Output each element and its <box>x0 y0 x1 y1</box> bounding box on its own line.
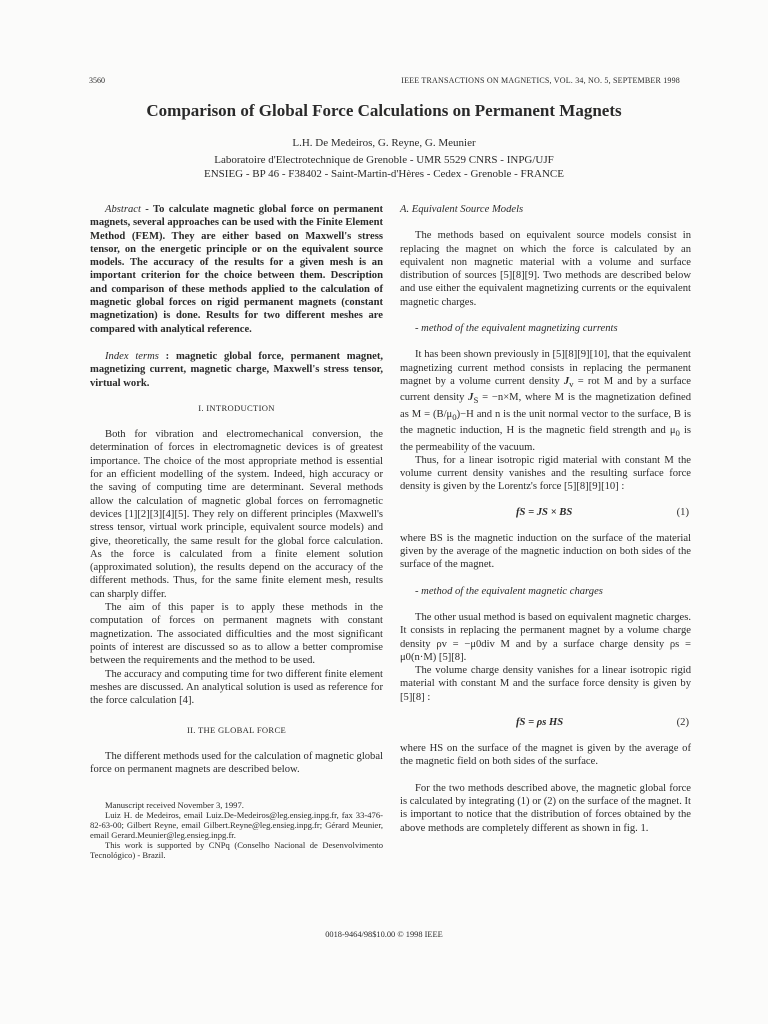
subscript: 0 <box>675 428 680 439</box>
text-run: )−H and n is the unit normal vector to the surface, B is the magnetic induction, H is the magnetic field strength and μ <box>400 408 691 437</box>
volume-charge-paragraph: The volume charge density vanishes for a linear isotropic rigid material with constant M and the surface force density is given by [5][8] : <box>400 665 691 703</box>
affiliation-line: Laboratoire d'Electrotechnique de Grenoble - UMR 5529 CNRS - INPG/UJF <box>214 154 554 166</box>
subscript: 0 <box>452 411 457 422</box>
index-terms-text: : magnetic global force, permanent magnet, magnetizing current, magnetic charge, Maxwell's stress tensor, virtual work. <box>90 350 383 389</box>
author-list: L.H. De Medeiros, G. Reyne, G. Meunier <box>292 137 476 149</box>
text-run: = rot M and by a surface current density <box>400 375 692 404</box>
subscript: v <box>569 379 574 390</box>
copyright-footer: 0018-9464/98$10.00 © 1998 IEEE <box>325 930 443 939</box>
global-force-paragraph: The different methods used for the calculation of magnetic global force on permanent magnets are described below. <box>90 750 383 775</box>
right-column <box>400 203 691 835</box>
section-heading-global-force: II. THE GLOBAL FORCE <box>186 725 287 736</box>
subsection-heading-magnetizing-currents: - method of the equivalent magnetizing currents <box>415 323 618 335</box>
abstract-text: - To calculate magnetic global force on permanent magnets, several approaches can be used with the Finite Element Method (FEM). They are either based on Maxwell's stress tensor, on the energetic principle or on the equivalent source models. The accuracy of the results for a given mesh is an important criterion for the choice between them. Description and comparison of these methods applied to the calculation of magnetic global forces on rigid permanent magnets (constant magnetization) is done. Results for two different meshes are compared with analytical reference. <box>90 204 383 335</box>
section-heading-introduction: I. INTRODUCTION <box>198 402 275 413</box>
equation-2-number: (2) <box>676 717 689 729</box>
footnote-line: Luiz H. de Medeiros, email Luiz.De-Medeiros@leg.ensieg.inpg.fr, fax 33-476-82-63-00; Gilbert Reyne, email Gilbert.Reyne@leg.ensieg.inpg.fr; Gérard Meunier, email Gerard.Meunier@leg.ensieg.inpg.fr. <box>90 810 383 841</box>
equation-1-explanation: where BS is the magnetic induction on the surface of the material given by the average of the magnetic induction on both sides of the surface of the magnet. <box>400 532 691 571</box>
equation-2-body: fS = ρs HS <box>516 717 564 729</box>
equivalent-source-paragraph: The methods based on equivalent source models consist in replacing the magnet on which the force is calculated by an equivalent non magnetic material with a volume and surface distribution of sources [5][8][9]. Two methods are described below and use either the equivalent magnetizing currents or the equivalent magnetic charges. <box>400 230 691 308</box>
index-terms-label: Index terms <box>105 350 159 362</box>
symbol-j: J <box>563 375 570 387</box>
intro-paragraph-3: The accuracy and computing time for two different finite element meshes are discussed. An analytical solution is used as reference for the force calculation [4]. <box>90 668 383 707</box>
paper-title: Comparison of Global Force Calculations on Permanent Magnets <box>146 101 622 120</box>
global-force-integration-paragraph: For the two methods described above, the magnetic global force is calculated by integrating (1) or (2) on the surface of the magnet. It is important to notice that the distribution of forces obtained by the above methods are completely different as shown in fig. 1. <box>400 782 691 834</box>
intro-paragraph-1: Both for vibration and electromechanical conversion, the determination of forces in electromagnetic devices is of greatest importance. The choice of the most appropriate method is essential for an efficient modelling of the system. Indeed, high accuracy or the saving of computing time are determinant. Several methods allow the calculation of magnetic global forces on ferromagnetic devices [1][2][3][4][5]. They rely on different principles (Maxwell's stress tensor, virtual work principle, equivalent source models) and give, theoretically, the same result for the global force calculation. As the force is calculated from a finite element solution (approximated solution), the results depend on the accuracy of the different methods. Thus, for the same finite element mesh, results can sharply differ. <box>90 429 383 600</box>
index-terms <box>90 350 383 390</box>
left-column <box>90 203 383 860</box>
footnote-line: Manuscript received November 3, 1997. <box>105 800 244 811</box>
subsection-heading-equivalent-source: A. Equivalent Source Models <box>400 204 524 215</box>
page-number: 3560 <box>89 76 105 85</box>
equation-1-number: (1) <box>676 506 689 518</box>
affiliation <box>0 153 768 181</box>
subsection-heading-magnetic-charges: - method of the equivalent magnetic charges <box>415 585 603 597</box>
equation-2-explanation: where HS on the surface of the magnet is given by the average of the magnetic field on both sides of the surface. <box>400 743 691 768</box>
footnote-line: This work is supported by CNPq (Conselho Nacional de Desenvolvimento Tecnológico) - Brazil. <box>90 840 383 861</box>
abstract-label: Abstract <box>105 204 141 215</box>
running-header: IEEE TRANSACTIONS ON MAGNETICS, VOL. 34, NO. 5, SEPTEMBER 1998 <box>401 76 680 85</box>
magnetic-charges-paragraph: The other usual method is based on equivalent magnetic charges. It consists in replacing the permanent magnet by a volume charge density ρv = −μ0div M and by a surface charge density ρs = μ0(n·M) [5][8]. <box>400 611 691 663</box>
affiliation-line: ENSIEG - BP 46 - F38402 - Saint-Martin-d'Hères - Cedex - Grenoble - FRANCE <box>204 168 564 180</box>
equation-1 <box>400 506 691 522</box>
text-run: is the permeability of the vacuum. <box>400 425 692 453</box>
symbol-j: J <box>468 392 474 404</box>
text-run: It has been shown previously in [5][8][9][10], that the equivalent magnetizing current method consists in replacing the permanent magnet by a volume current density <box>400 349 691 387</box>
intro-paragraph-2: The aim of this paper is to apply these methods in the computation of forces on permanent magnets with constant magnetization. The associated difficulties and the most significant points of interest are discussed so as to allow a better compromise between the requirements and the method to be used. <box>90 602 383 667</box>
magnetizing-currents-paragraph <box>400 348 691 454</box>
equation-1-body: fS = JS × BS <box>516 506 573 518</box>
footnote <box>90 800 383 860</box>
linear-material-paragraph: Thus, for a linear isotropic rigid material with constant M the volume current density vanishes and the resulting surface force density is given by the Lorentz's force [5][8][9][10] : <box>400 454 691 493</box>
subscript: S <box>473 395 479 406</box>
abstract <box>90 203 383 336</box>
equation-2 <box>400 716 691 732</box>
text-run: = −n×M, where M is the magnetization defined as M = (B/μ <box>400 392 691 420</box>
